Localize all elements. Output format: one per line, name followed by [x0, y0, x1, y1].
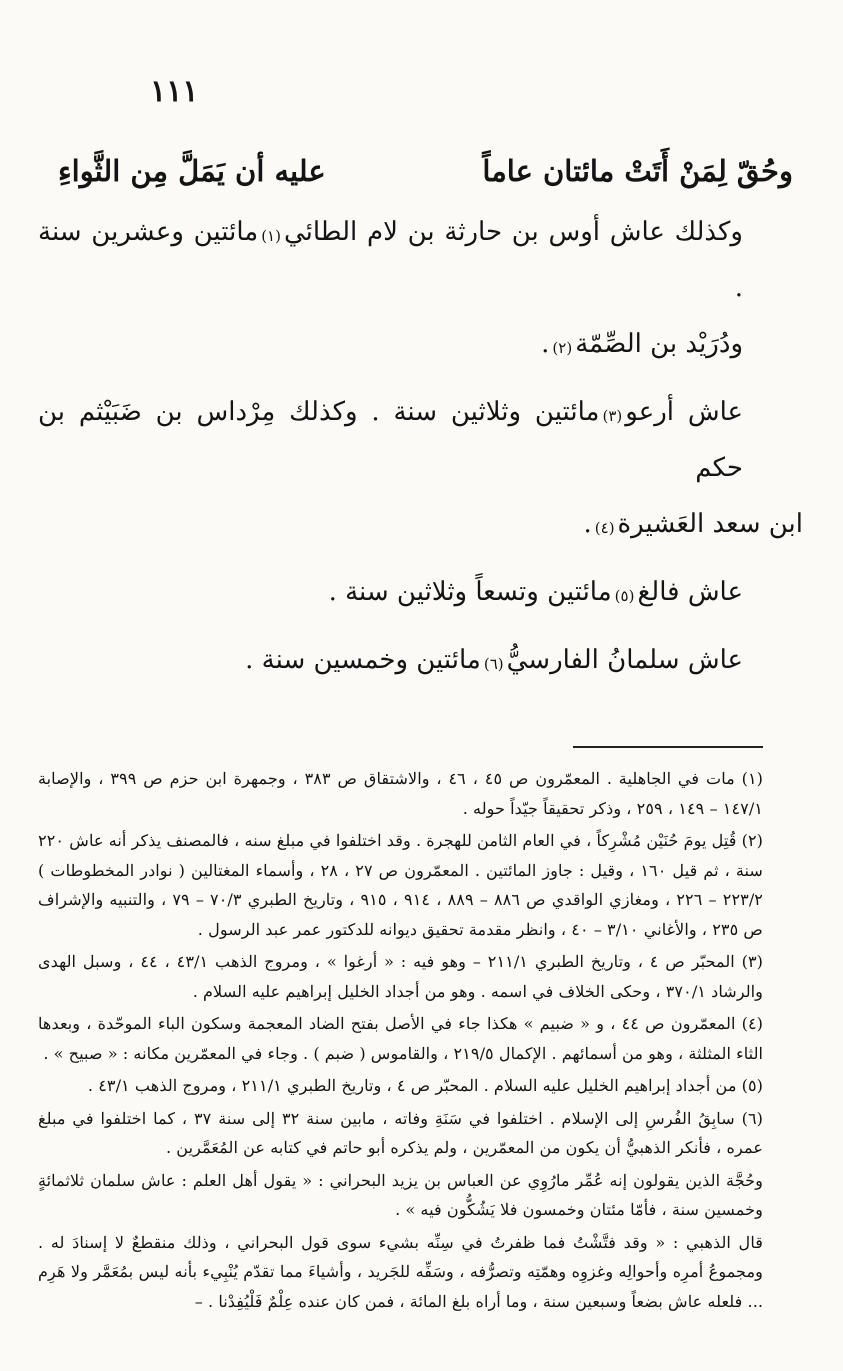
- text-line: وكذلك عاش أوس بن حارثة بن لام الطائي$^{(١)}$مائتين وعشرين سنة .: [38, 217, 743, 303]
- footnote: (٤) المعمّرون ص ٤٤ ، و « ضبيم » هكذا جاء في الأصل بفتح الضاد المعجمة وسكون الباء الموحّدة ، وبعدها الثاء المثلثة ، وهو من أسمائهم . الإكمال ٢١٩/٥ ، والقاموس ( ضبم ) . وجاء في المعمّرين مكانه : « صبيح » .: [38, 1014, 763, 1063]
- text-line: ابن سعد العَشيرة$^{(٤)}$.: [583, 509, 803, 539]
- footnote-ref: (٢): [552, 339, 573, 357]
- footnote-ref: (٥): [614, 587, 635, 605]
- footnote-continuation: قال الذهبي : « وقد فتَّشْتُ فما ظفرتُ في سِنِّه بشيء سوى قول البحراني ، وذلك منقطعٌ لا إسنادَ له . ومجموعُ أمرِه وأحوالِه وغزوِه وهمّتِه وتصرُّفه ، وسَفِّه للجَريد ، وأشياءَ مما تقدّم يُنْبِيء بأنه ليس بمُعَمَّر ولا هَرِم ... فلعله عاش بضعاً وسبعين سنة ، وما أراه بلغ المائة ، فمن كان عنده عِلْمٌ فَلْيُفِدْنا . –: [38, 1232, 763, 1311]
- text-line: ودُرَيْد بن الصِّمّة$^{(٢)}$.: [541, 329, 743, 359]
- footnote-ref: (٣): [602, 407, 623, 425]
- footnote-divider: [573, 746, 763, 748]
- footnote: (٦) سابِقُ الفُرسِ إلى الإسلام . اختلفوا في سَنَةِ وفاته ، مابين سنة ٣٢ إلى سنة ٣٧ ، كما اختلفوا في مبلغ عمره ، فأنكر الذهبيُّ أن يكون من المعمّرين ، ولم يذكره أبو حاتم في كتابه عن المُعَمَّرين .: [38, 1108, 763, 1157]
- text-line: عاش فالغ$^{(٥)}$مائتين وتسعاً وثلاثين سنة .: [328, 577, 743, 607]
- text-line: عاش سلمانُ الفارسيُّ$^{(٦)}$مائتين وخمسين سنة .: [245, 645, 743, 675]
- text-line: عاش أرعو$^{(٣)}$مائتين وثلاثين سنة . وكذلك مِرْداس بن ضَبَيْثم بن حكم: [38, 397, 743, 483]
- footnote-ref: (٤): [594, 519, 615, 537]
- footnotes: [38, 764, 803, 1316]
- footnote-ref: (١): [261, 227, 281, 245]
- footnote-ref: (٦): [483, 655, 504, 673]
- footnote: (٣) المحبّر ص ٤ ، وتاريخ الطبري ٢١١/١ – وهو فيه : « أرغوا » ، ومروج الذهب ٤٣/١ ، ٤٤ ، وسبل الهدى والرشاد ٣٧٠/١ ، وحكى الخلاف في اسمه . وهو من أجداد الخليل إبراهيم عليه السلام .: [38, 952, 763, 1001]
- verse-second-hemistich: عليه أن يَمَلَّ مِن الثَّواءِ: [58, 154, 326, 188]
- poem-verse: [38, 154, 803, 188]
- footnote: (٢) قُتِل يومَ حُنَيْن مُشْرِكاً ، في العام الثامن للهجرة . وقد اختلفوا في مبلغ سنه ، فالمصنف يذكر أنه عاش ٢٢٠ سنة ، ثم قيل ١٦٠ ، وقيل : جاوز المائتين . المعمّرون ص ٢٧ ، ٢٨ ، وأسماء المغتالين ( نوادر المخطوطات ) ٢٢٣/٢ – ٢٢٦ ، ومغازي الواقدي ص ٨٨٦ – ٨٨٩ ، ٩١٤ ، ٩١٥ ، وتاريخ الطبري ٧٠/٣ – ٧٩ ، والتنبيه والإشراف ص ٢٣٥ ، والأغاني ٣/١٠ – ٤٠ ، وانظر مقدمة تحقيق ديوانه للدكتور عمر عبد الرسول .: [38, 831, 763, 939]
- footnote: (١) مات في الجاهلية . المعمّرون ص ٤٥ ، ٤٦ ، والاشتقاق ص ٣٨٣ ، وجمهرة ابن حزم ص ٣٩٩ ، والإصابة ١٤٧/١ – ١٤٩ ، ٢٥٩ ، وذكر تحقيقاً جيّداً حوله .: [38, 769, 763, 818]
- verse-first-hemistich: وحُقّ لِمَنْ أَتَتْ مائتان عاماً: [482, 154, 793, 188]
- main-text: [38, 204, 803, 688]
- footnote-continuation: وحُجَّة الذين يقولون إنه عُمِّر مارُوِي عن العباس بن يزيد البحراني : « يقول أهل العلم : عاش سلمان ثلاثمائةٍ وخمسين سنة ، فأمّا مئتان وخمسون فلا يَشُكُّون فيه » .: [38, 1170, 763, 1219]
- page-number: ١١١: [150, 74, 199, 109]
- footnote: (٥) من أجداد إبراهيم الخليل عليه السلام . المحبّر ص ٤ ، وتاريخ الطبري ٢١١/١ ، ومروج الذهب ٤٣/١ .: [87, 1076, 763, 1095]
